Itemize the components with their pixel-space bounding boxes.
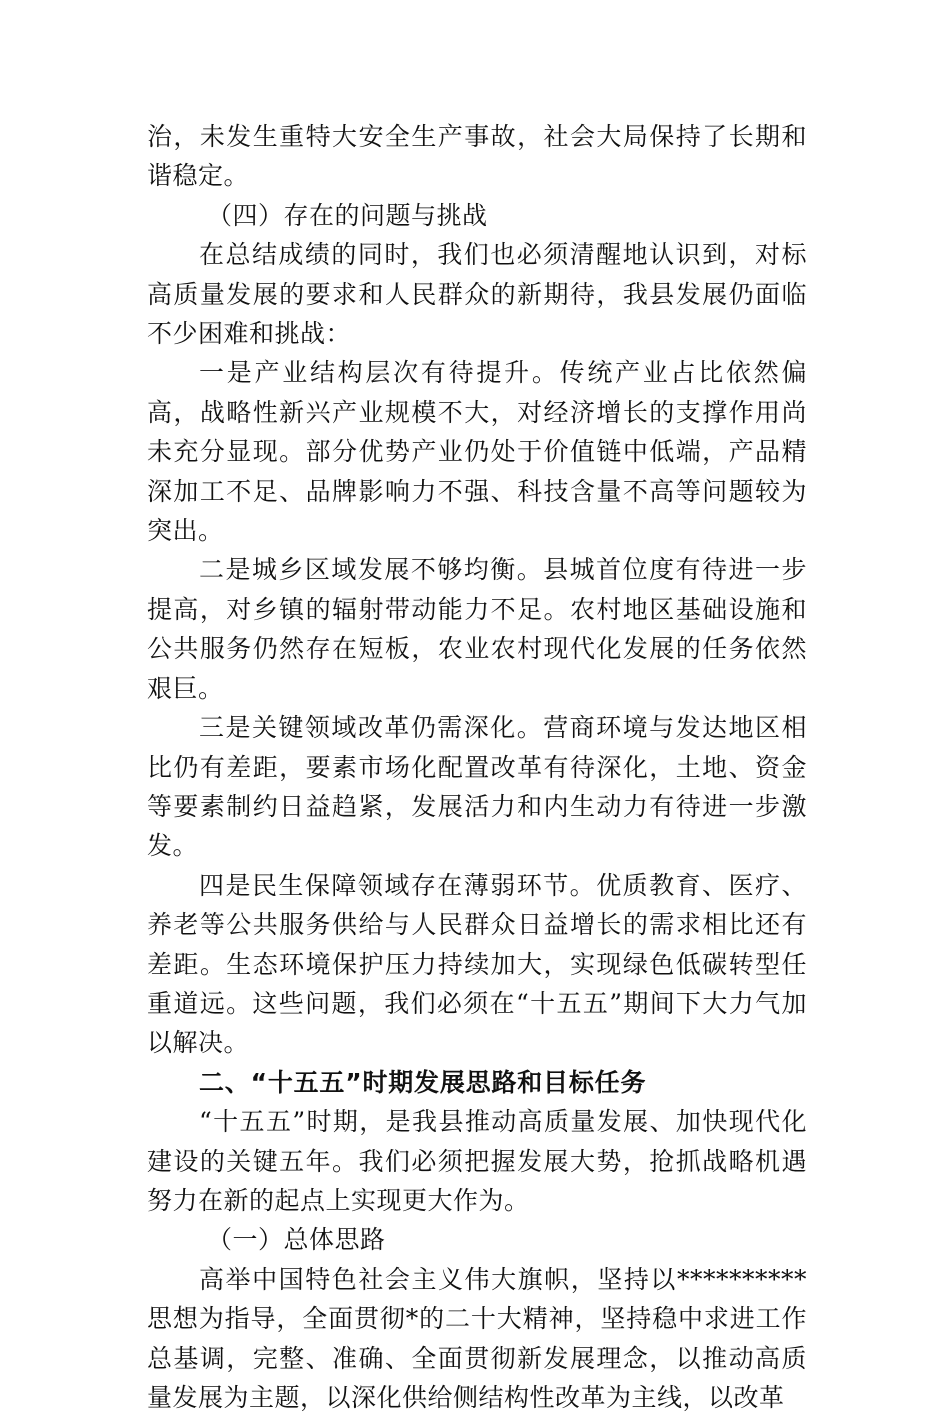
sub-heading-overall-approach: （一）总体思路: [207, 1225, 386, 1255]
paragraph-fifteen-five-period: “十五五”时期，是我县推动高质量发展、加快现代化建设的关键五年。我们必须把握发展大势，抢抓战略机遇努力在新的起点上实现更大作为。: [147, 1107, 807, 1215]
paragraph-reform: 三是关键领域改革仍需深化。营商环境与发达地区相比仍有差距，要素市场化配置改革有待深化，土地、资金等要素制约日益趋紧，发展活力和内生动力有待进一步激发。: [147, 713, 807, 861]
sub-heading-problems-challenges: （四）存在的问题与挑战: [207, 200, 488, 230]
document-page: [147, 117, 807, 1417]
paragraph-overall-approach: 高举中国特色社会主义伟大旗帜，坚持以**********思想为指导，全面贯彻*的二十大精神，坚持稳中求进工作总基调，完整、准确、全面贯彻新发展理念，以推动高质量发展为主题，以深化供给侧结构性改革为主线，以改革: [147, 1264, 807, 1412]
paragraph-urban-rural: 二是城乡区域发展不够均衡。县城首位度有待进一步提高，对乡镇的辐射带动能力不足。农村地区基础设施和公共服务仍然存在短板，农业农村现代化发展的任务依然艰巨。: [147, 555, 807, 703]
paragraph-continuation: 治，未发生重特大安全生产事故，社会大局保持了长期和谐稳定。: [147, 122, 807, 191]
paragraph-industry-structure: 一是产业结构层次有待提升。传统产业占比依然偏高，战略性新兴产业规模不大，对经济增长的支撑作用尚未充分显现。部分优势产业仍处于价值链中低端，产品精深加工不足、品牌影响力不强、科技含量不高等问题较为突出。: [147, 358, 807, 546]
section-heading-two: 二、“十五五”时期发展思路和目标任务: [199, 1067, 647, 1097]
paragraph-livelihood: 四是民生保障领域存在薄弱环节。优质教育、医疗、养老等公共服务供给与人民群众日益增长的需求相比还有差距。生态环境保护压力持续加大，实现绿色低碳转型任重道远。这些问题，我们必须在“十五五”期间下大力气加以解决。: [147, 870, 807, 1058]
paragraph-intro-challenges: 在总结成绩的同时，我们也必须清醒地认识到，对标高质量发展的要求和人民群众的新期待，我县发展仍面临不少困难和挑战：: [147, 240, 807, 349]
